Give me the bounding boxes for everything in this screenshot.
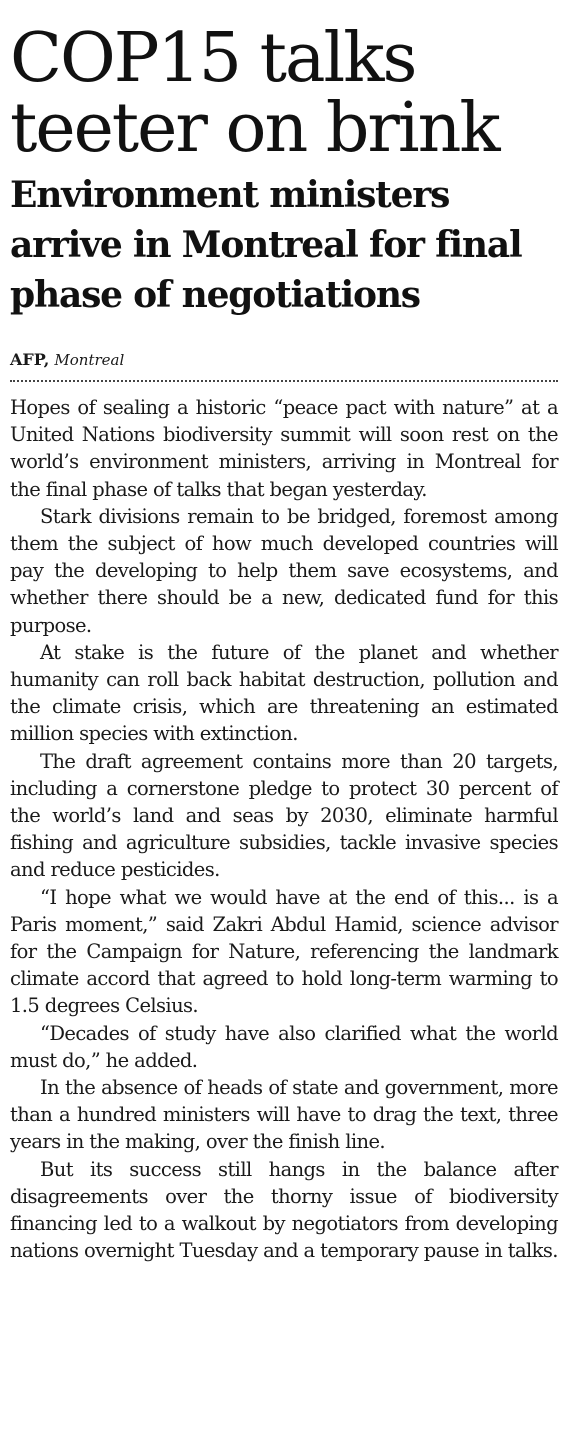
news-article	[10, 0, 558, 1265]
article-body	[10, 394, 558, 1265]
byline-place: Montreal	[54, 351, 125, 369]
body-paragraph: But its success still hangs in the balance after disagreements over the thorny issue of biodiversity financing led to a walkout by negotiators from developing nations overnight Tuesday and a temporary pause in talks.	[10, 1157, 558, 1263]
body-paragraph: “Decades of study have also clarified what the world must do,” he added.	[10, 1021, 558, 1072]
byline	[10, 348, 558, 372]
subheadline: Environment ministers arrive in Montreal for final phase of negotiations	[10, 174, 522, 316]
body-paragraph: At stake is the future of the planet and whether humanity can roll back habitat destruction, pollution and the climate crisis, which are threatening an estimated million species with extinction.	[10, 640, 558, 746]
body-paragraph: “I hope what we would have at the end of this... is a Paris moment,” said Zakri Abdul Hamid, science advisor for the Campaign for Nature, referencing the landmark climate accord that agreed to hold long-term warming to 1.5 degrees Celsius.	[10, 885, 558, 1018]
headline: COP15 talks teeter on brink	[10, 19, 499, 168]
body-paragraph: The draft agreement contains more than 20 targets, including a cornerstone pledge to protect 30 percent of the world’s land and seas by 2030, eliminate harmful fishing and agriculture subsidies, tackle invasive species and reduce pesticides.	[10, 749, 558, 882]
body-paragraph: In the absence of heads of state and government, more than a hundred ministers will have to drag the text, three years in the making, over the finish line.	[10, 1076, 558, 1154]
body-paragraph: Hopes of sealing a historic “peace pact with nature” at a United Nations biodiversity summit will soon rest on the world’s environment ministers, arriving in Montreal for the final phase of talks that began yesterday.	[10, 396, 558, 501]
dotted-divider	[10, 380, 558, 382]
byline-agency: AFP,	[10, 350, 50, 369]
body-paragraph: Stark divisions remain to be bridged, foremost among them the subject of how much developed countries will pay the developing to help them save ecosystems, and whether there should be a new, dedicated fund for this purpose.	[10, 504, 558, 637]
